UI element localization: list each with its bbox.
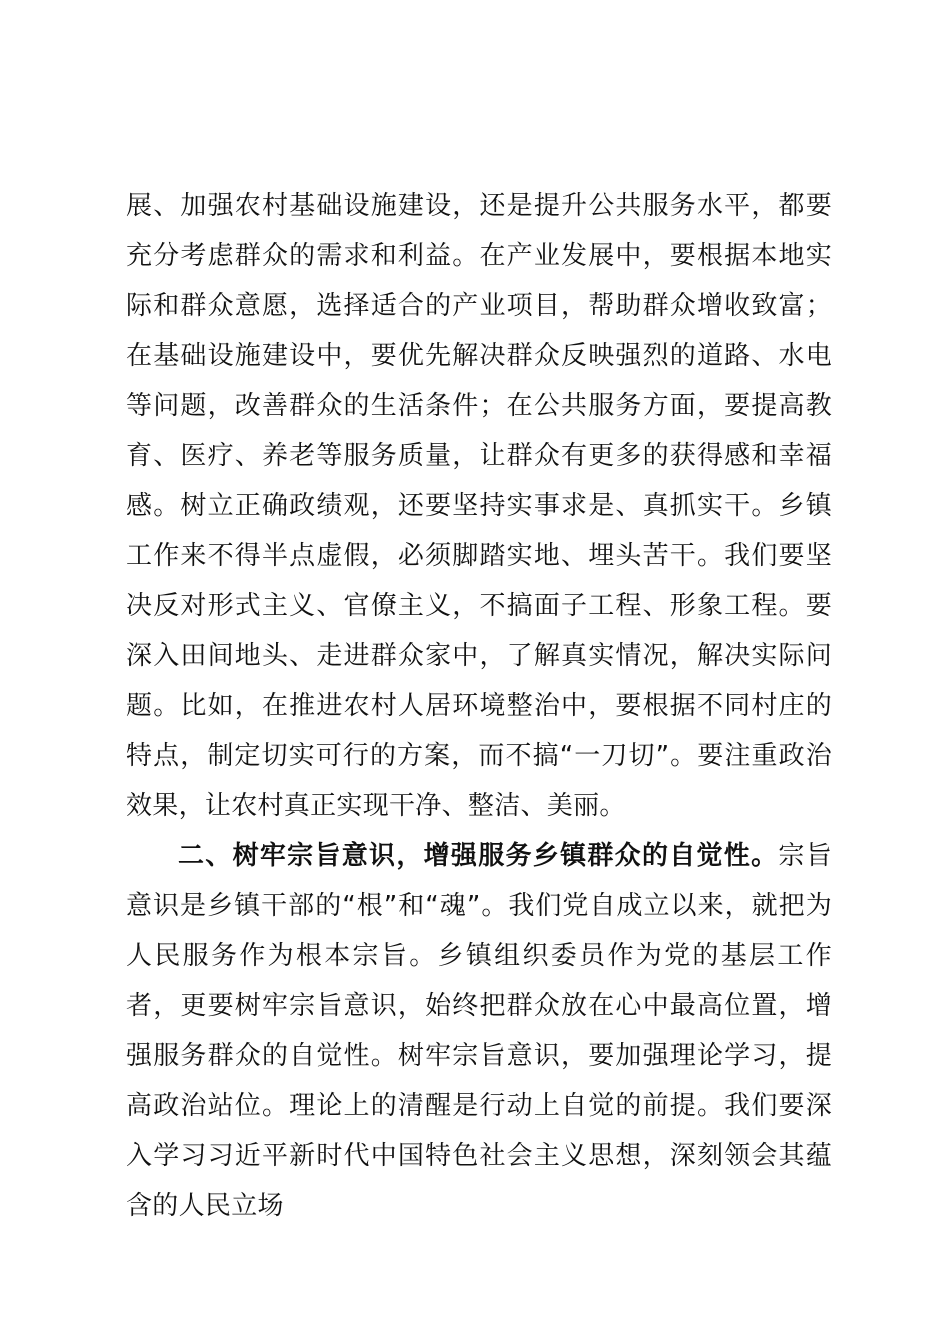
document-body <box>126 181 832 1231</box>
paragraph-continued <box>126 181 832 831</box>
paragraph-section-two <box>126 831 832 1231</box>
section-heading: 二、树牢宗旨意识，增强服务乡镇群众的自觉性。 <box>178 841 779 871</box>
paragraph-text: 宗旨意识是乡镇干部的“根”和“魂”。我们党自成立以来，就把为人民服务作为根本宗旨。乡镇组织委员作为党的基层工作者，更要树牢宗旨意识，始终把群众放在心中最高位置，增强服务群众的自觉性。树牢宗旨意识，要加强理论学习，提高政治站位。理论上的清醒是行动上自觉的前提。我们要深入学习习近平新时代中国特色社会主义思想，深刻领会其蕴含的人民立场 <box>126 841 832 1221</box>
paragraph-text: 展、加强农村基础设施建设，还是提升公共服务水平，都要充分考虑群众的需求和利益。在产业发展中，要根据本地实际和群众意愿，选择适合的产业项目，帮助群众增收致富；在基础设施建设中，要优先解决群众反映强烈的道路、水电等问题，改善群众的生活条件；在公共服务方面，要提高教育、医疗、养老等服务质量，让群众有更多的获得感和幸福感。树立正确政绩观，还要坚持实事求是、真抓实干。乡镇工作来不得半点虚假，必须脚踏实地、埋头苦干。我们要坚决反对形式主义、官僚主义，不搞面子工程、形象工程。要深入田间地头、走进群众家中，了解真实情况，解决实际问题。比如，在推进农村人居环境整治中，要根据不同村庄的特点，制定切实可行的方案，而不搞“一刀切”。要注重政治效果，让农村真正实现干净、整洁、美丽。 <box>126 191 832 821</box>
